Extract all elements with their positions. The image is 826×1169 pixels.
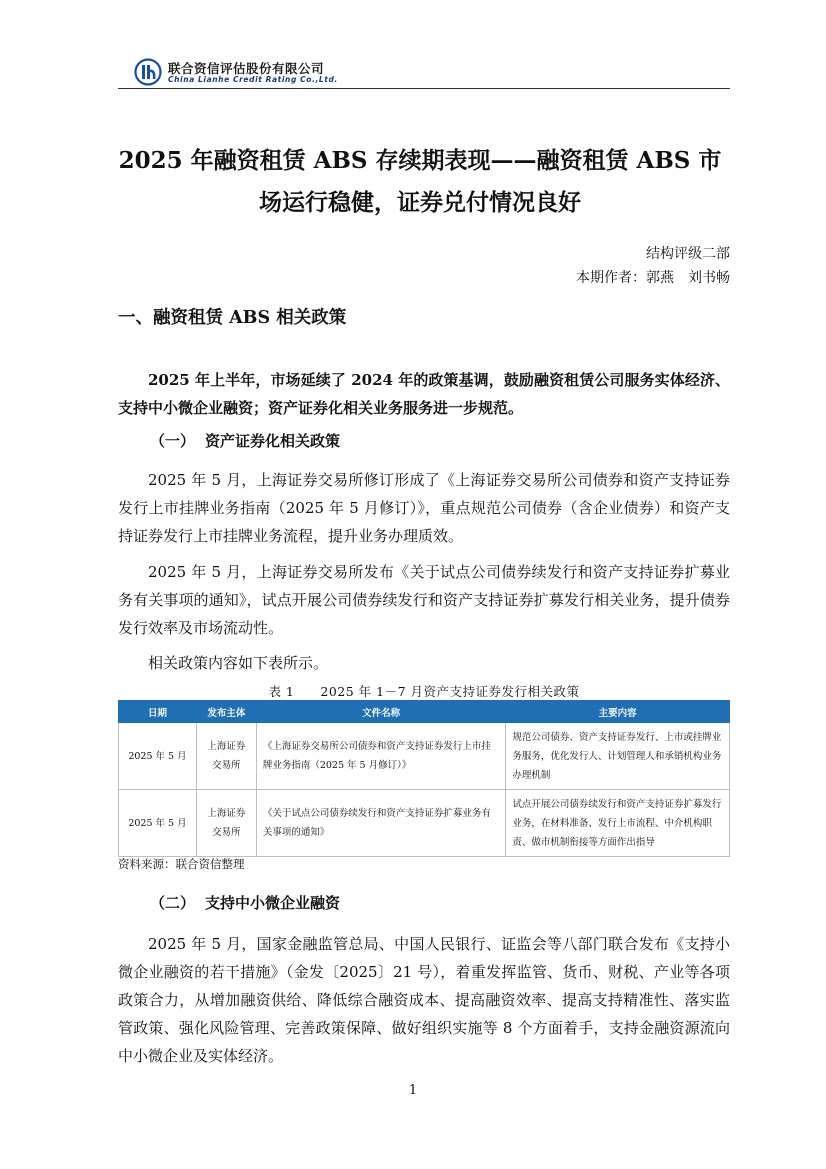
table-header-document: 文件名称 (256, 701, 506, 723)
sub1-paragraph-1: 2025 年 5 月，上海证券交易所修订形成了《上海证券交易所公司债券和资产支持证券发行上市挂牌业务指南（2025 年 5 月修订）》，重点规范公司债券（含企业债券）和资产支持证券发行上市挂牌业务流程，提升业务办理质效。 (118, 471, 730, 545)
company-name-cn: 联合资信评估股份有限公司 (168, 61, 325, 76)
page-number: 1 (408, 1083, 418, 1098)
table-header-row (119, 701, 730, 723)
table-header-issuer: 发布主体 (196, 701, 256, 723)
sub2-title: 支持中小微企业融资 (205, 894, 341, 912)
page-header (118, 50, 730, 89)
byline (576, 242, 730, 290)
cell-date: 2025 年 5 月 (119, 723, 197, 790)
sub1-paragraph-2: 2025 年 5 月，上海证券交易所发布《关于试点公司债券续发行和资产支持证券扩募业务有关事项的通知》，试点开展公司债券续发行和资产支持证券扩募发行相关业务，提升债券发行效率及市场流动性。 (118, 563, 730, 637)
table-source: 资料来源：联合资信整理 (118, 857, 245, 871)
cell-issuer: 上海证券交易所 (196, 790, 256, 857)
sub2-number: （二） (150, 894, 196, 912)
company-logo-icon (134, 58, 162, 86)
section1-intro: 2025 年上半年，市场延续了 2024 年的政策基调，鼓励融资租赁公司服务实体经济、支持中小微企业融资；资产证券化相关业务服务进一步规范。 (118, 371, 730, 417)
table-header-date: 日期 (119, 701, 197, 723)
cell-document: 《关于试点公司债券续发行和资产支持证券扩募业务有关事项的通知》 (256, 790, 506, 857)
report-title-line1: 2025 年融资租赁 ABS 存续期表现——融资租赁 ABS 市 (118, 147, 722, 174)
authors: 本期作者：郭燕 刘书畅 (576, 270, 730, 286)
cell-date: 2025 年 5 月 (119, 790, 197, 857)
cell-document: 《上海证券交易所公司债券和资产支持证券发行上市挂牌业务指南（2025 年 5 月修订）》 (256, 723, 506, 790)
table-caption: 表 1 2025 年 1－7 月资产支持证券发行相关政策 (268, 684, 580, 699)
sub1-paragraph-3: 相关政策内容如下表所示。 (148, 654, 329, 672)
report-title-line2: 场运行稳健，证券兑付情况良好 (259, 189, 581, 216)
table-header-content: 主要内容 (506, 701, 730, 723)
sub2-heading (150, 892, 340, 913)
department: 结构评级二部 (646, 246, 730, 262)
section1-heading: 一、融资租赁 ABS 相关政策 (118, 308, 347, 328)
sub1-title: 资产证券化相关政策 (205, 432, 341, 450)
sub1-heading (150, 430, 340, 451)
cell-content: 规范公司债券、资产支持证券发行、上市或挂牌业务服务，优化发行人、计划管理人和承销机构业务办理机制 (506, 723, 730, 790)
policy-table (118, 700, 730, 857)
cell-content: 试点开展公司债券续发行和资产支持证券扩募发行业务，在材料准备、发行上市流程、中介机构职责、做市机制衔接等方面作出指导 (506, 790, 730, 857)
cell-issuer: 上海证券交易所 (196, 723, 256, 790)
sub2-paragraph-1: 2025 年 5 月，国家金融监管总局、中国人民银行、证监会等八部门联合发布《支持小微企业融资的若干措施》（金发〔2025〕21 号），着重发挥监管、货币、财税、产业等各项政策合力，从增加融资供给、降低综合融资成本、提高融资效率、提高支持精准性、落实监管政策、强化风险管理、完善政策保障、做好组织实施等 8 个方面着手，支持金融资源流向中小微企业及实体经济。 (118, 935, 730, 1065)
report-title (100, 140, 740, 224)
company-name-en: China Lianhe Credit Rating Co.,Ltd. (168, 75, 338, 84)
table-row (119, 790, 730, 857)
table-row (119, 723, 730, 790)
sub1-number: （一） (150, 432, 196, 450)
